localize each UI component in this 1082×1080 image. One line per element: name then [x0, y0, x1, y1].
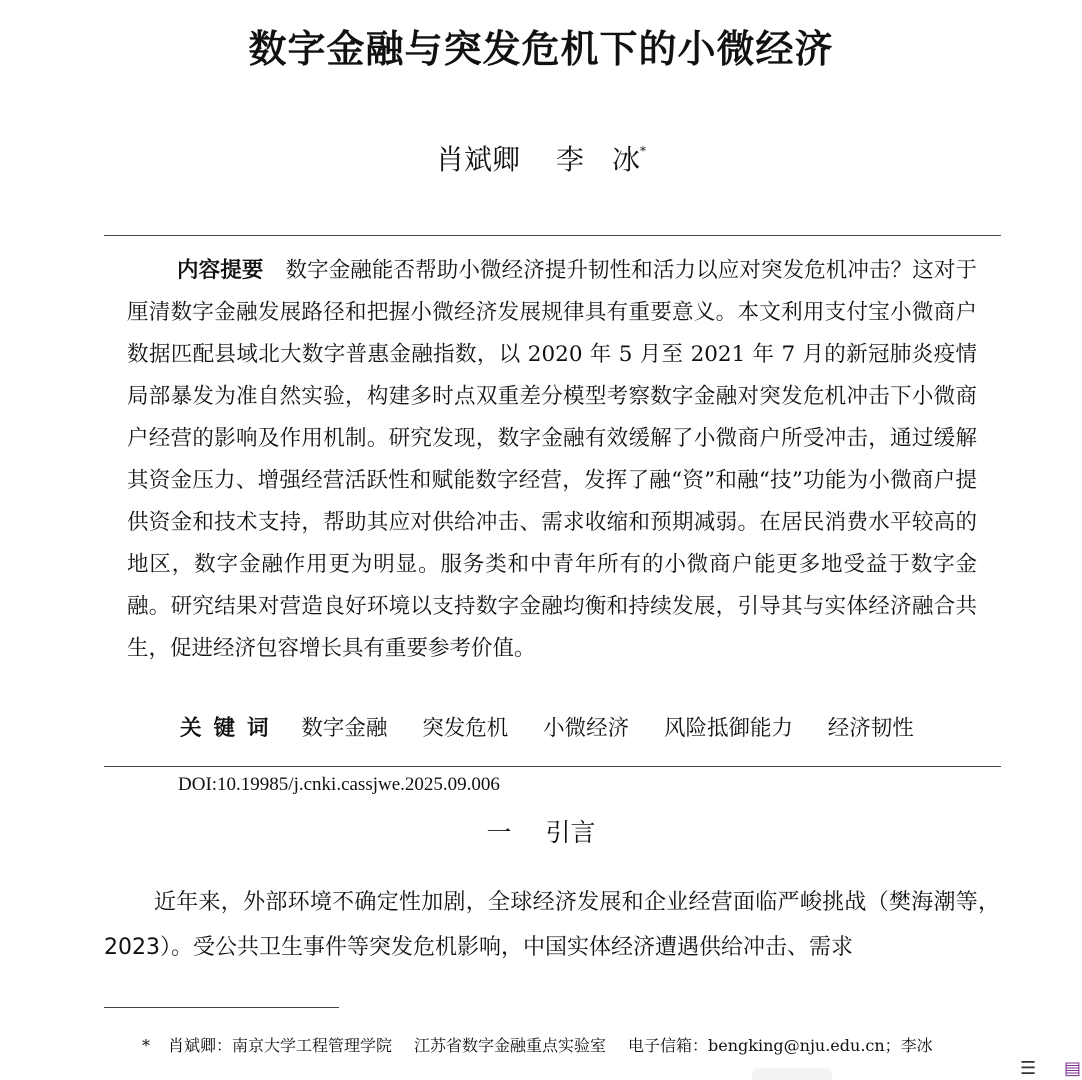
- author-second: 李 冰: [556, 143, 641, 176]
- keyword: 突发危机: [422, 716, 509, 741]
- footnote-email: 电子信箱：bengking@nju.edu.cn；李冰: [628, 1036, 933, 1055]
- keywords: [180, 708, 942, 750]
- section-heading: [0, 813, 1082, 849]
- section-number: 一: [486, 818, 512, 847]
- author-first: 肖斌卿: [435, 143, 520, 176]
- document-icon[interactable]: ▤: [1064, 1058, 1082, 1079]
- author-footnote-marker: *: [640, 144, 647, 158]
- author-line: [0, 138, 1082, 178]
- footnote-rule: [104, 1007, 339, 1008]
- keyword: 数字金融: [301, 716, 388, 741]
- abstract-text: 数字金融能否帮助小微经济提升韧性和活力以应对突发危机冲击？这对于厘清数字金融发展路径和把握小微经济发展规律具有重要意义。本文利用支付宝小微商户数据匹配县域北大数字普惠金融指数，以 2020 年 5 月至 2021 年 7 月的新冠肺炎疫情局部暴发为准自然实验，构建多时点双重差分模型考察数字金融对突发危机冲击下小微商户经营的影响及作用机制。研究发现，数字金融有效缓解了小微商户所受冲击，通过缓解其资金压力、增强经营活跃性和赋能数字经营，发挥了融“资”和融“技”功能为小微商户提供资金和技术支持，帮助其应对供给冲击、需求收缩和预期减弱。在居民消费水平较高的地区，数字金融作用更为明显。服务类和中青年所有的小微商户能更多地受益于数字金融。研究结果对营造良好环境以支持数字金融均衡和持续发展，引导其与实体经济融合共生，促进经济包容增长具有重要参考价值。: [127, 258, 977, 661]
- footnote-author: 肖斌卿：南京大学工程管理学院: [168, 1036, 393, 1055]
- footnote: [142, 1033, 933, 1056]
- keyword: 风险抵御能力: [663, 716, 793, 741]
- menu-lines-icon[interactable]: ☰: [1020, 1058, 1037, 1079]
- keywords-label: 关键词: [180, 716, 281, 741]
- doi: DOI:10.19985/j.cnki.cassjwe.2025.09.006: [178, 774, 500, 795]
- abstract-top-rule: [104, 235, 1001, 236]
- footnote-marker: *: [142, 1036, 150, 1055]
- abstract-label: 内容提要: [177, 258, 264, 283]
- paper-title: 数字金融与突发危机下的小微经济: [248, 27, 834, 71]
- section-title: 引言: [545, 818, 596, 847]
- viewer-scroll-handle[interactable]: [752, 1068, 832, 1080]
- footnote-lab: 江苏省数字金融重点实验室: [414, 1036, 607, 1055]
- abstract-bottom-rule: [104, 766, 1001, 767]
- abstract: [127, 250, 977, 670]
- keyword: 经济韧性: [827, 716, 914, 741]
- keyword: 小微经济: [543, 716, 630, 741]
- body-paragraph: 近年来，外部环境不确定性加剧，全球经济发展和企业经营面临严峻挑战（樊海潮等，2023）。受公共卫生事件等突发危机影响，中国实体经济遭遇供给冲击、需求: [104, 890, 1000, 960]
